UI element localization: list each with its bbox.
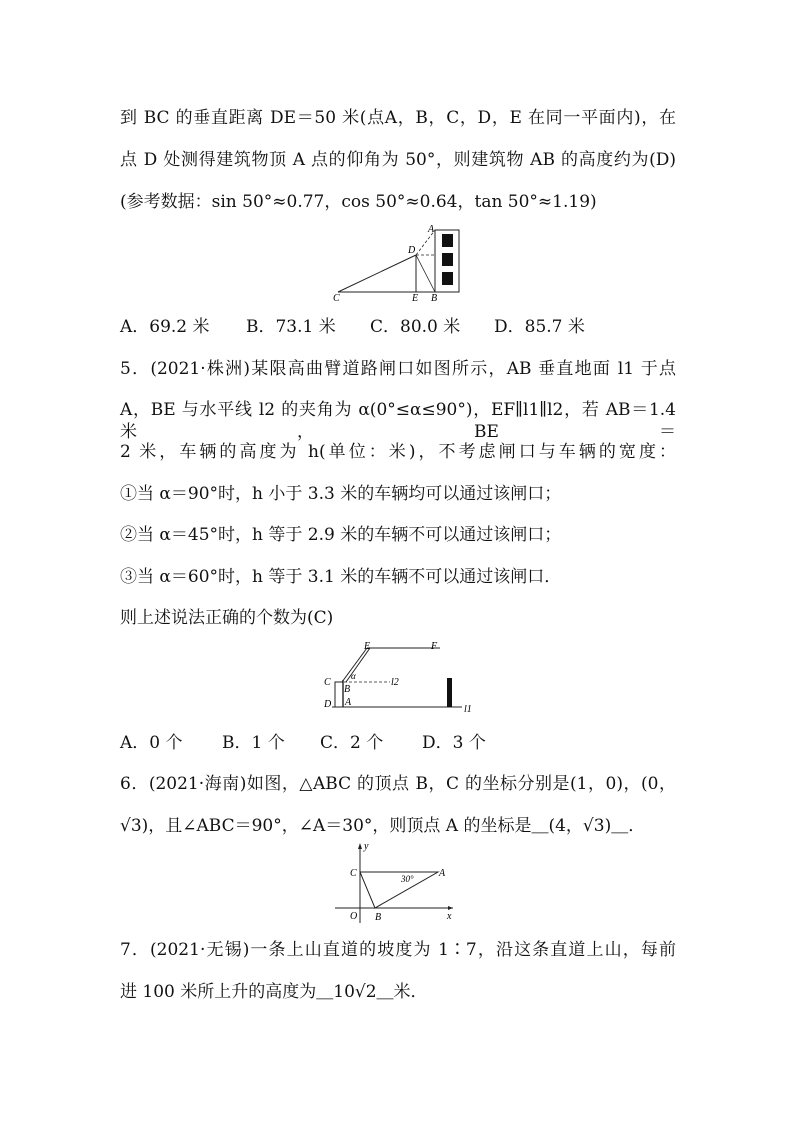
q6-label-O: O	[350, 911, 358, 922]
q5-line-3: 2 米，车辆的高度为 h(单位：米)，不考虑闸口与车辆的宽度：	[120, 442, 676, 462]
q5-figure	[322, 640, 477, 718]
q5-label-l1: l1	[464, 704, 472, 715]
q6-line-1: 6．(2021·海南)如图，△ABC 的顶点 B，C 的坐标分别是(1，0)，(0，	[120, 774, 676, 794]
q4-line-1: 到 BC 的垂直距离 DE＝50 米(点A，B，C，D，E 在同一平面内)，在	[120, 108, 676, 128]
q4-options	[120, 316, 585, 338]
q5-line-1: 5．(2021·株洲)某限高曲臂道路闸口如图所示，AB 垂直地面 l1 于点	[120, 359, 676, 379]
q5-options	[120, 732, 486, 754]
q5-label-C: C	[324, 677, 331, 688]
q5-label-D: D	[324, 699, 332, 710]
q5-label-l2: l2	[391, 677, 399, 688]
q4-option-a[interactable]: A．69.2 米	[120, 317, 210, 337]
q7-line-1: 7．(2021·无锡)一条上山直道的坡度为 1∶7，沿这条直道上山，每前	[120, 940, 676, 960]
q6-label-B: B	[375, 912, 382, 923]
q6-label-x: x	[447, 911, 452, 922]
q5-option-c[interactable]: C．2 个	[320, 733, 384, 753]
q5-label-F: F	[431, 641, 438, 652]
q4-figure	[325, 222, 470, 304]
q5-option-a[interactable]: A．0 个	[120, 733, 183, 753]
q5-line-2: A，BE 与水平线 l2 的夹角为 α(0°≤α≤90°)，EF∥l1∥l2，若 AB＝1.4 米，BE＝	[120, 400, 676, 442]
q4-line-2: 点 D 处测得建筑物顶 A 点的仰角为 50°，则建筑物 AB 的高度约为(D)	[120, 150, 676, 170]
q5-option-d[interactable]: D．3 个	[422, 733, 486, 753]
q6-label-C: C	[350, 868, 357, 879]
q4-line-3: (参考数据：sin 50°≈0.77，cos 50°≈0.64，tan 50°≈1.19)	[120, 192, 597, 212]
q4-label-D: D	[408, 245, 416, 256]
q5-line-4: ①当 α＝90°时，h 小于 3.3 米的车辆均可以通过该闸口；	[120, 484, 562, 504]
q4-option-c[interactable]: C．80.0 米	[370, 317, 461, 337]
q5-label-B: B	[344, 684, 351, 695]
q5-label-E: E	[364, 641, 371, 652]
q5-label-alpha: α	[351, 671, 356, 681]
q6-label-y: y	[364, 841, 369, 852]
q5-option-b[interactable]: B．1 个	[222, 733, 285, 753]
q4-option-b[interactable]: B．73.1 米	[246, 317, 336, 337]
q5-line-5: ②当 α＝45°时，h 等于 2.9 米的车辆不可以通过该闸口；	[120, 525, 562, 545]
q5-line-6: ③当 α＝60°时，h 等于 3.1 米的车辆不可以通过该闸口．	[120, 567, 562, 587]
q6-label-A: A	[439, 868, 446, 879]
q5-label-A: A	[345, 697, 352, 708]
q7-line-2: 进 100 米所上升的高度为＿10√2＿米．	[120, 982, 428, 1002]
q4-label-A: A	[428, 224, 435, 235]
q4-label-C: C	[333, 293, 340, 304]
q6-label-angle: 30°	[401, 874, 414, 884]
q4-label-E: E	[412, 293, 419, 304]
q5-line-7: 则上述说法正确的个数为(C)	[120, 608, 334, 628]
q6-line-2: √3)，且∠ABC＝90°，∠A＝30°，则顶点 A 的坐标是＿(4，√3)＿．	[120, 816, 646, 836]
q4-label-B: B	[431, 293, 438, 304]
q4-option-d[interactable]: D．85.7 米	[494, 317, 585, 337]
q6-figure	[335, 843, 460, 925]
